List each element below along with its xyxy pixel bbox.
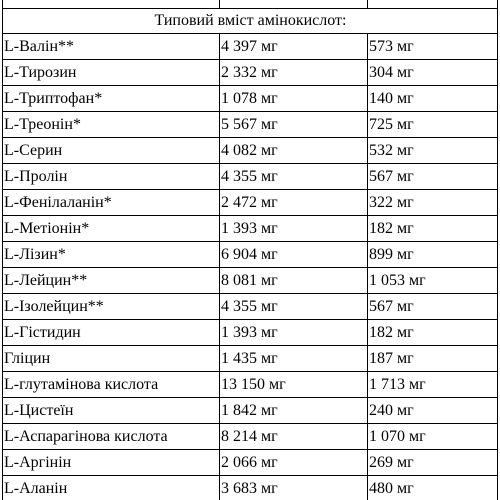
amino-acid-name: L-Метіонін* [3,216,220,242]
amino-acid-name: L-Пролін [3,164,220,190]
table-row [3,372,498,398]
amount-cell: 1 435 мг [220,346,368,372]
amount-per-serving-cell: 182 мг [368,216,498,242]
amount-cell: 2 472 мг [220,190,368,216]
amino-acid-name: L-Цистеїн [3,398,220,424]
amount-per-serving-cell: 1 713 мг [368,372,498,398]
table-row [3,294,498,320]
amount-per-serving-cell: 304 мг [368,60,498,86]
clipped-top-row [3,0,498,9]
table-row [3,346,498,372]
amount-per-serving-cell: 567 мг [368,164,498,190]
table-row [3,86,498,112]
amount-per-serving-cell: 573 мг [368,34,498,60]
amount-per-serving-cell: 140 мг [368,86,498,112]
amino-acid-name: Гліцин [3,346,220,372]
amount-cell: 13 150 мг [220,372,368,398]
amount-per-serving-cell: 899 мг [368,242,498,268]
amount-per-serving-cell: 1 053 мг [368,268,498,294]
amino-acid-table [2,0,498,500]
amount-cell: 3 683 мг [220,476,368,500]
amount-per-serving-cell: 480 мг [368,476,498,500]
amount-cell: 1 393 мг [220,320,368,346]
amount-cell: 5 567 мг [220,112,368,138]
amino-acid-name: L-Аспарагінова кислота [3,424,220,450]
amount-per-serving-cell: 567 мг [368,294,498,320]
table-row [3,398,498,424]
amount-per-serving-cell: 725 мг [368,112,498,138]
table-heading-row [3,9,498,34]
amount-per-serving-cell: 322 мг [368,190,498,216]
table-row [3,320,498,346]
table-row [3,112,498,138]
amount-cell: 1 393 мг [220,216,368,242]
table-row [3,450,498,476]
amino-acid-name: L-Триптофан* [3,86,220,112]
table-row [3,242,498,268]
amino-acid-name: L-Серин [3,138,220,164]
amount-cell: 1 078 мг [220,86,368,112]
amount-per-serving-cell: 269 мг [368,450,498,476]
amount-cell: 8 214 мг [220,424,368,450]
amino-acid-name: L-Треонін* [3,112,220,138]
amount-cell: 4 355 мг [220,164,368,190]
amount-per-serving-cell: 1 070 мг [368,424,498,450]
amount-cell: 1 842 мг [220,398,368,424]
table-row [3,34,498,60]
amino-acid-name: L-Аргінін [3,450,220,476]
amino-acid-name: L-глутамінова кислота [3,372,220,398]
amount-cell: 4 355 мг [220,294,368,320]
amount-cell: 2 332 мг [220,60,368,86]
amino-acid-name: L-Валін** [3,34,220,60]
table-row [3,216,498,242]
table-row [3,138,498,164]
amount-cell: 4 082 мг [220,138,368,164]
amount-cell: 4 397 мг [220,34,368,60]
table-heading: Типовий вміст амінокислот: [3,9,498,34]
table-row [3,268,498,294]
amino-acid-name: L-Лейцин** [3,268,220,294]
amino-acid-name: L-Гістидин [3,320,220,346]
table-row [3,424,498,450]
table-row [3,60,498,86]
amount-cell: 2 066 мг [220,450,368,476]
amino-acid-name: L-Тирозин [3,60,220,86]
amino-acid-name: L-Лізин* [3,242,220,268]
table-row [3,476,498,500]
amino-acid-name: L-Аланін [3,476,220,500]
table-row [3,190,498,216]
amount-per-serving-cell: 240 мг [368,398,498,424]
amount-cell: 8 081 мг [220,268,368,294]
amount-per-serving-cell: 187 мг [368,346,498,372]
amino-acid-name: L-Ізолейцин** [3,294,220,320]
amount-per-serving-cell: 532 мг [368,138,498,164]
amount-cell: 6 904 мг [220,242,368,268]
amount-per-serving-cell: 182 мг [368,320,498,346]
table-row [3,164,498,190]
amino-acid-name: L-Фенілаланін* [3,190,220,216]
